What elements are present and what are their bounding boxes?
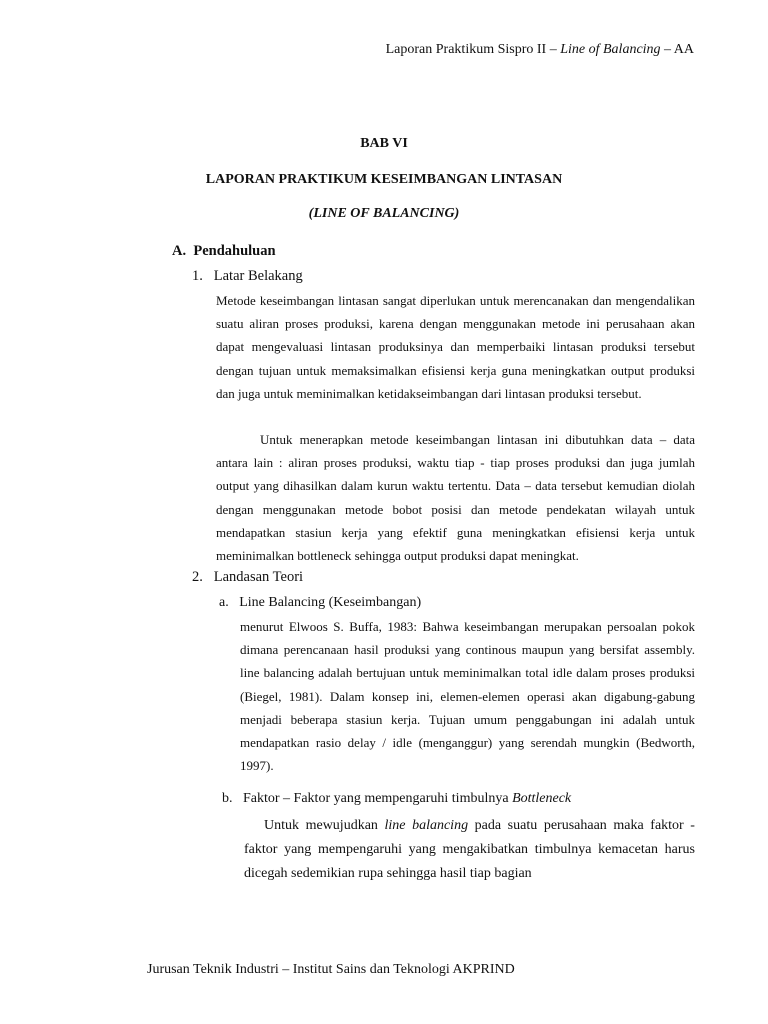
- paragraph-bottleneck-end: pada suatu perusahaan maka faktor - faktor yang mempengaruhi yang mengakibatkan timbulnya kemacetan harus dicegah sedemikian rupa sehingga hasil tiap bagian: [244, 818, 695, 881]
- paragraph-line-balancing: menurut Elwoos S. Buffa, 1983: Bahwa keseimbangan merupakan persoalan pokok dimana perencanaan hasil produksi yang continous maupun yang bersifat assembly. line balancing adalah bertujuan untuk meminimalkan total idle dalam proses produksi (Biegel, 1981). Dalam konsep ini, elemen-elemen operasi akan digabung-gabung menjadi beberapa stasiun kerja. Tujuan umum penggabungan ini adalah untuk mendapatkan rasio delay / idle (menganggur) yang serendah mungkin (Bedworth, 1997).: [240, 619, 695, 774]
- paragraph-bottleneck: [244, 814, 695, 886]
- header-text-end: – AA: [660, 42, 694, 57]
- paragraph-latar-belakang-1: Metode keseimbangan lintasan sangat diperlukan untuk merencanakan dan mengendalikan suatu aliran proses produksi, karena dengan menggunakan metode ini perusahaan akan dapat mengevaluasi lintasan produksinya dan memperbaiki lintasan produksi tersebut dengan tujuan untuk memaksimalkan efisiensi kerja guna meningkatkan output produksi dan juga untuk meminimalkan ketidakseimbangan dari lintasan produksi tersebut.: [216, 293, 695, 401]
- sub-item-heading-text: b. Faktor – Faktor yang mempengaruhi timbulnya: [222, 791, 513, 806]
- header-text-start: Laporan Praktikum Sispro II –: [385, 42, 561, 57]
- sub-item-heading-bottleneck: [222, 791, 571, 807]
- chapter-number: BAB VI: [360, 136, 408, 151]
- paragraph-bottleneck-italic: line balancing: [384, 818, 469, 833]
- sub-item-heading-line-balancing: a. Line Balancing (Keseimbangan): [219, 595, 422, 610]
- section-heading-pendahuluan: A. Pendahuluan: [172, 243, 276, 259]
- paragraph-latar-belakang-2: Untuk menerapkan metode keseimbangan lintasan ini dibutuhkan data – data antara lain : aliran proses produksi, waktu tiap - tiap proses produksi dan juga jumlah output yang dihasilkan dalam kurun waktu tertentu. Data – data tersebut kemudian diolah dengan menggunakan metode bobot posisi dan metode pendekatan wilayah untuk mendapatkan stasiun kerja yang efektif guna meningkatkan efisiensi kerja untuk meminimalkan bottleneck sehingga output produksi dapat meningkat.: [216, 432, 695, 564]
- subsection-heading-latar-belakang: 1. Latar Belakang: [192, 268, 303, 284]
- running-header: [386, 42, 694, 58]
- chapter-title: LAPORAN PRAKTIKUM KESEIMBANGAN LINTASAN: [205, 172, 563, 187]
- sub-item-heading-italic: Bottleneck: [512, 791, 572, 806]
- chapter-subtitle: (LINE OF BALANCING): [308, 206, 460, 221]
- paragraph-bottleneck-start: Untuk mewujudkan: [264, 818, 385, 833]
- subsection-heading-landasan-teori: 2. Landasan Teori: [192, 569, 304, 585]
- running-footer: Jurusan Teknik Industri – Institut Sains dan Teknologi AKPRIND: [147, 962, 515, 977]
- header-text-italic: Line of Balancing: [560, 42, 661, 57]
